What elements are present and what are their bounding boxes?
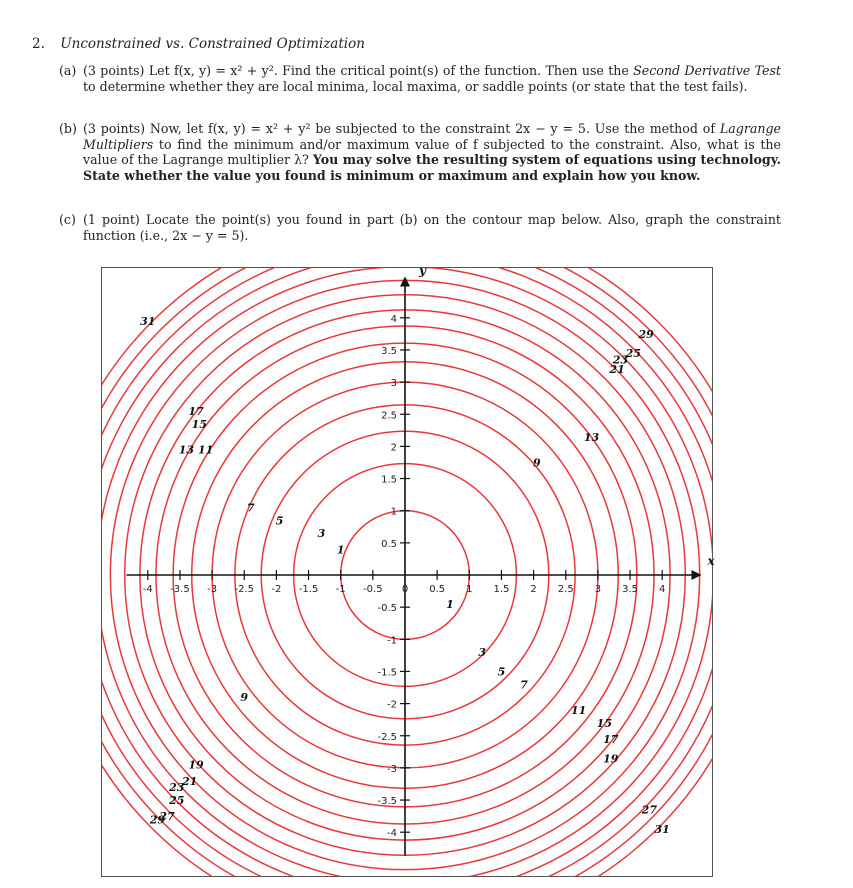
contour-label: 27 xyxy=(641,803,657,817)
part-b-text-1: Now, let f(x, y) = x² + y² be subjected to the constraint 2x − y = 5. Use the method of xyxy=(149,121,720,136)
contour-label: 17 xyxy=(188,405,204,419)
contour-label: 11 xyxy=(570,704,587,718)
y-tick-label: -2.5 xyxy=(377,731,397,743)
x-tick-label: 1 xyxy=(466,584,473,595)
contour-map-figure xyxy=(101,263,715,877)
y-tick-label: -2 xyxy=(387,699,397,711)
x-tick-label: 2.5 xyxy=(557,584,574,595)
part-c xyxy=(59,212,781,243)
x-tick-label: -1.5 xyxy=(298,584,319,595)
y-tick-label: 2 xyxy=(390,442,397,454)
x-tick-label: -2 xyxy=(271,584,282,595)
part-b-italic-1: Lagrange Multipliers xyxy=(83,121,781,152)
part-c-label: (c) xyxy=(59,212,76,227)
part-a-points: (3 points) xyxy=(83,63,145,78)
contour-label: 21 xyxy=(181,774,198,788)
part-c-points: (1 point) xyxy=(83,212,140,227)
x-tick-label: -3.5 xyxy=(170,584,190,595)
contour-label: 3 xyxy=(478,646,486,660)
contour-label: 23 xyxy=(612,353,629,367)
x-tick-label: -3 xyxy=(207,584,218,595)
y-tick-label: -1.5 xyxy=(377,667,397,679)
x-axis-label: x xyxy=(707,554,715,568)
y-tick-label: 3 xyxy=(390,378,397,390)
problem-number: 2. xyxy=(32,36,45,52)
contour-label: 25 xyxy=(169,794,185,808)
x-tick-label: 3.5 xyxy=(622,584,639,595)
contour-label: 31 xyxy=(654,822,670,836)
contour-label: 13 xyxy=(178,443,195,457)
contour-label: 5 xyxy=(275,514,284,528)
y-tick-label: 0.5 xyxy=(381,538,397,550)
contour-label: 15 xyxy=(191,417,207,431)
contour-label: 15 xyxy=(596,716,612,730)
contour-label: 25 xyxy=(625,347,641,361)
y-tick-label: 1.5 xyxy=(381,474,397,486)
contour-label: 3 xyxy=(317,527,326,541)
x-tick-label: 0.5 xyxy=(429,584,446,595)
x-tick-label: -4 xyxy=(142,584,153,595)
y-tick-label: -0.5 xyxy=(377,603,397,615)
part-b-points: (3 points) xyxy=(83,121,146,136)
x-tick-label: -2.5 xyxy=(234,584,255,595)
x-tick-label: 3 xyxy=(594,584,602,595)
part-a-body xyxy=(83,63,781,94)
contour-label: 9 xyxy=(240,691,249,705)
part-a-label: (a) xyxy=(59,63,77,78)
y-tick-label: 2.5 xyxy=(381,410,397,422)
problem-title: Unconstrained vs. Constrained Optimization xyxy=(60,36,365,52)
x-tick-label: 4 xyxy=(659,584,666,595)
part-b-bold-1: You may solve the resulting system of equations using technology. State whether the value you found is minimum or maximum and explain how you know. xyxy=(83,152,781,183)
contour-label: 31 xyxy=(140,315,156,329)
contour-label: 1 xyxy=(336,543,345,557)
part-a-text-2: to determine whether they are local minima, local maxima, or saddle points (or state that the test fails). xyxy=(83,78,748,94)
y-tick-label: -1 xyxy=(387,635,397,647)
y-tick-label: -3.5 xyxy=(377,796,397,808)
part-a-italic-1: Second Derivative Test xyxy=(633,63,781,78)
part-a-text-1: Let f(x, y) = x² + y². Find the critical point(s) of the function. Then use the xyxy=(148,63,634,78)
y-tick-label: 3.5 xyxy=(381,345,397,357)
axis-ticks xyxy=(143,314,666,839)
x-tick-label: 1.5 xyxy=(493,584,510,595)
contour-label: 17 xyxy=(603,732,619,746)
contour-label: 13 xyxy=(583,430,600,444)
y-tick-label: 1 xyxy=(390,506,397,518)
contour-label: 29 xyxy=(638,327,654,341)
x-tick-label: 0 xyxy=(401,584,409,595)
y-tick-label: -3 xyxy=(387,763,397,775)
x-tick-label: -1 xyxy=(335,584,346,595)
x-tick-label: -0.5 xyxy=(363,584,383,595)
part-b-body xyxy=(83,121,781,183)
part-b-label: (b) xyxy=(59,121,77,136)
contour-label: 29 xyxy=(149,813,166,827)
problem-heading xyxy=(32,36,365,52)
contour-label: 19 xyxy=(188,758,204,772)
contour-label: 7 xyxy=(246,501,255,515)
x-tick-label: 2 xyxy=(530,584,537,595)
part-c-body xyxy=(83,212,781,243)
y-tick-label: 4 xyxy=(390,313,397,325)
contour-label: 27 xyxy=(159,810,175,824)
part-a xyxy=(59,63,781,94)
contour-label: 5 xyxy=(497,665,506,679)
contour-map xyxy=(102,263,715,876)
contour-label: 21 xyxy=(609,363,625,377)
contour-label: 1 xyxy=(446,597,454,611)
part-c-text-1: Locate the point(s) you found in part (b) on the contour map below. Also, graph the constraint function (i.e., 2x − y = 5). xyxy=(83,212,781,243)
contour-label: 7 xyxy=(520,678,528,692)
contour-label: 19 xyxy=(603,752,619,766)
y-tick-label: -4 xyxy=(387,828,397,840)
y-axis-label: y xyxy=(419,263,426,278)
part-b xyxy=(59,121,781,183)
contour-label: 9 xyxy=(532,456,541,470)
y-axis-arrow xyxy=(400,277,410,287)
contour-label: 23 xyxy=(169,781,185,795)
contour-label: 11 xyxy=(198,443,214,457)
part-b-text-2: to find the minimum and/or maximum value of f subjected to the constraint. Also, what is the value of the Lagrange multiplier λ? xyxy=(83,136,781,167)
